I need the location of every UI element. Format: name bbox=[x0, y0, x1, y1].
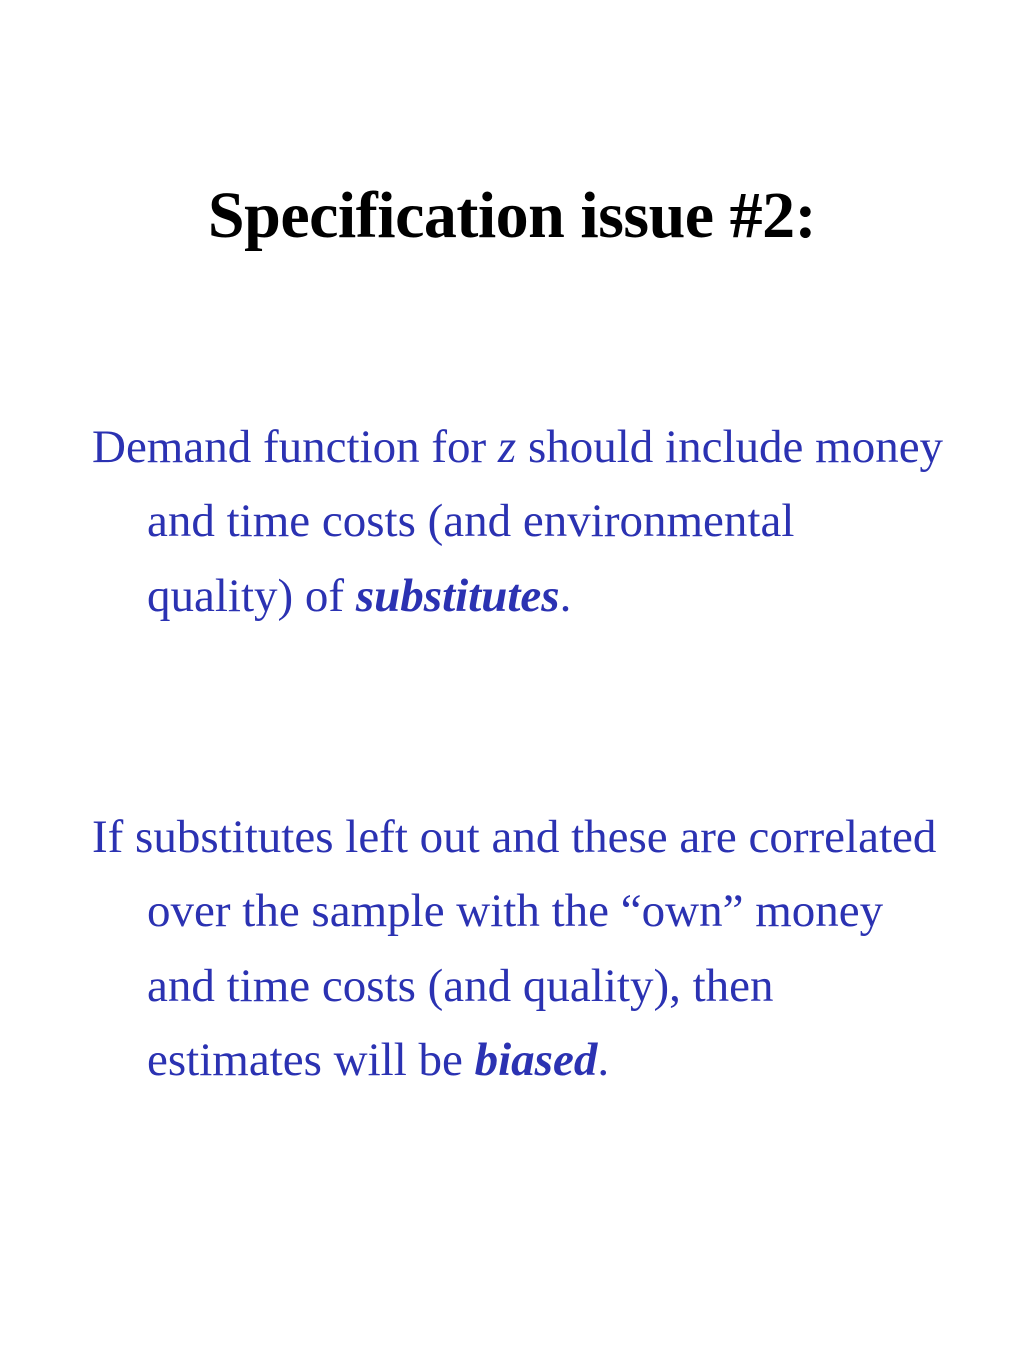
paragraph-1-segment-4: . bbox=[559, 569, 572, 622]
body-paragraph-1 bbox=[92, 410, 952, 633]
body-paragraph-2 bbox=[92, 800, 952, 1097]
paragraph-2-segment-1: biased bbox=[474, 1033, 598, 1086]
paragraph-1-segment-3: substitutes bbox=[355, 569, 560, 622]
paragraph-1-text bbox=[92, 410, 952, 633]
paragraph-1-segment-2: should include money and time costs (and environmental quality) of bbox=[147, 421, 944, 622]
page-title: Specification issue #2: bbox=[207, 179, 817, 252]
paragraph-2-text bbox=[92, 800, 952, 1097]
paragraph-2-segment-0: If substitutes left out and these are correlated over the sample with the “own” money and time costs (and quality), then estimates will be bbox=[92, 811, 937, 1086]
paragraph-1-segment-1: z bbox=[497, 421, 517, 473]
paragraph-1-segment-0: Demand function for bbox=[92, 421, 498, 473]
paragraph-2-segment-2: . bbox=[597, 1033, 610, 1086]
